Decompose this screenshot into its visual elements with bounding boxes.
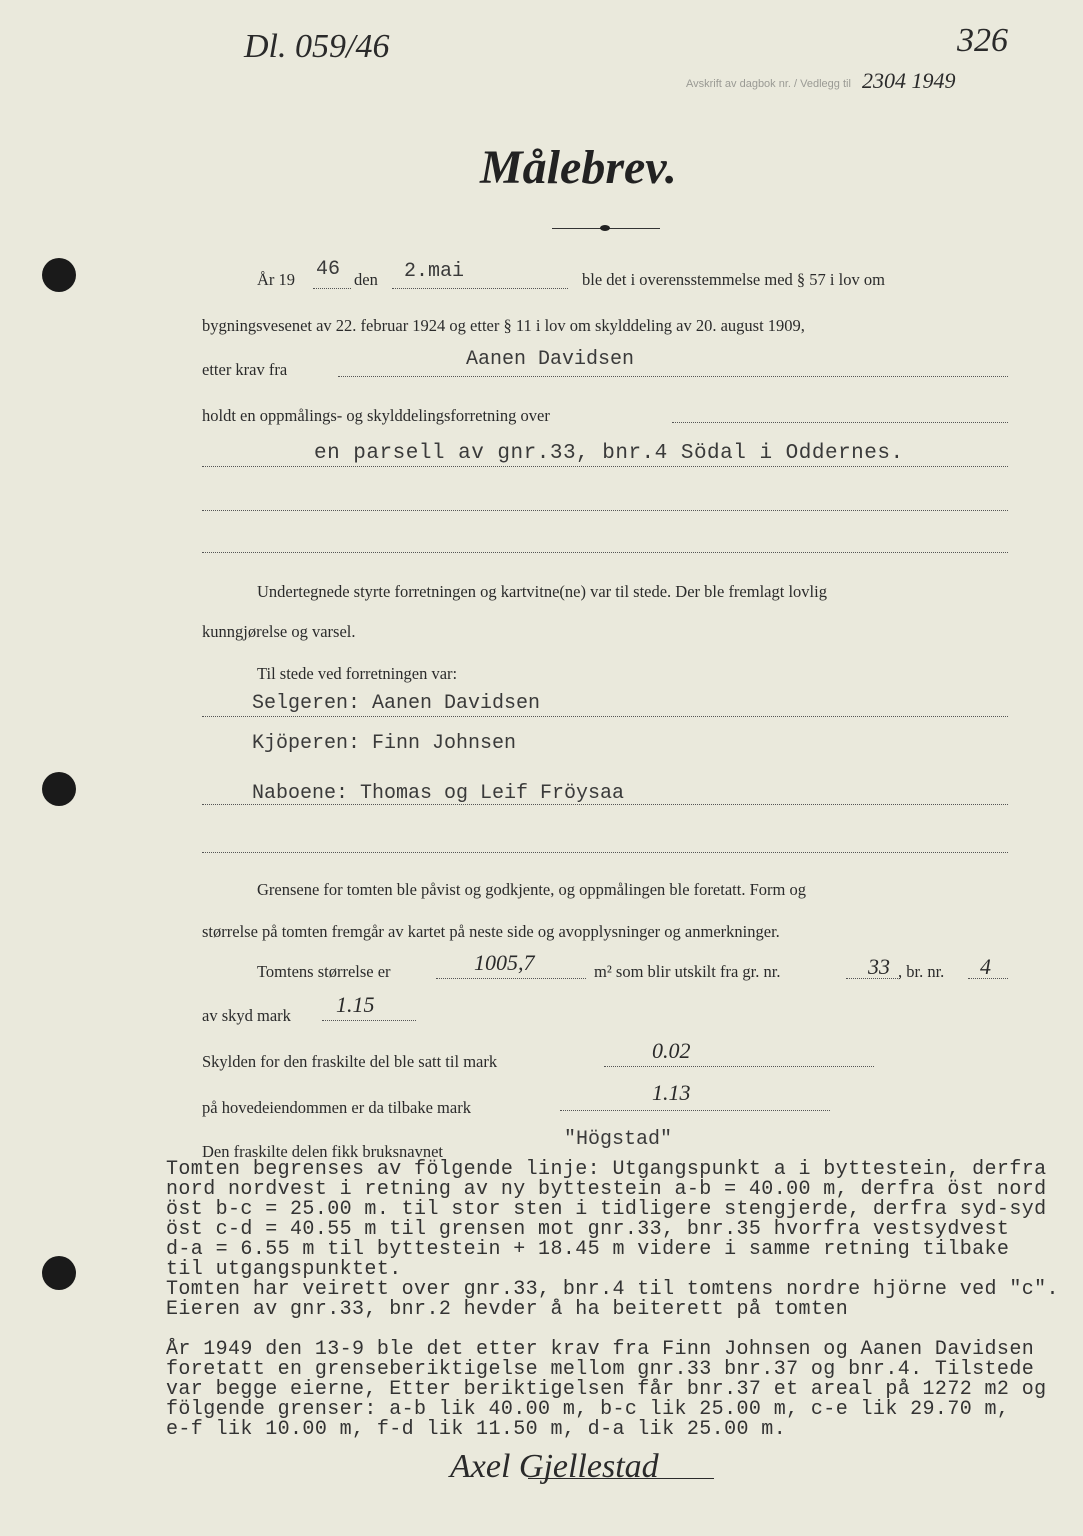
held-dots [672, 422, 1008, 423]
correction-text-line: var begge eierne, Etter beriktigelsen får bnr.37 et areal på 1272 m2 og [166, 1378, 1047, 1401]
title-ornament-dot [600, 225, 610, 231]
para2-line2: kunngjørelse og varsel. [202, 622, 356, 641]
correction-text-line: fölgende grenser: a-b lik 40.00 m, b-c lik 25.00 m, c-e lik 29.70 m, [166, 1398, 1010, 1421]
reference-number: Dl. 059/46 [244, 28, 390, 65]
correction-text-line: foretatt en grenseberiktigelse mellom gnr.33 bnr.37 og bnr.4. Tilstede [166, 1358, 1035, 1381]
date-value: 2.mai [404, 260, 465, 283]
seller-line: Selgeren: Aanen Davidsen [252, 692, 541, 715]
signature: Axel Gjellestad [450, 1448, 659, 1485]
ar-prefix: År 19 [257, 270, 296, 289]
neighbours-line: Naboene: Thomas og Leif Fröysaa [252, 782, 625, 805]
requester-name: Aanen Davidsen [466, 348, 635, 371]
den-label: den [354, 270, 378, 289]
correction-text-line: År 1949 den 13-9 ble det etter krav fra Finn Johnsen og Aanen Davidsen [166, 1338, 1035, 1361]
description-text-line: Tomten har veirett over gnr.33, bnr.4 til tomtens nordre hjörne ved "c". [166, 1278, 1059, 1301]
hoved-value: 1.13 [652, 1080, 691, 1105]
boundary-description [166, 1160, 1059, 1320]
size-dots [436, 978, 586, 979]
signature-underline [528, 1478, 714, 1479]
skyld-dots [322, 1020, 416, 1021]
description-text-line: d-a = 6.55 m til byttestein + 18.45 m videre i samme retning tilbake [166, 1238, 1010, 1261]
blank-dots-2 [202, 552, 1008, 553]
parcel-description: en parsell av gnr.33, bnr.4 Södal i Oddernes. [314, 442, 904, 465]
punch-hole-top [42, 258, 76, 292]
intro-line2: bygningsvesenet av 22. februar 1924 og etter § 11 i lov om skylddeling av 20. august 1909, [202, 316, 805, 335]
intro-line1-rest: ble det i overensstemmelse med § 57 i lov om [582, 270, 885, 289]
etter-krav-label: etter krav fra [202, 360, 288, 379]
year-suffix: 46 [316, 258, 341, 281]
bnr-label: , br. nr. [898, 962, 945, 981]
hoved-label: på hovedeiendommen er da tilbake mark [202, 1098, 471, 1117]
document-title: Målebrev. [480, 141, 677, 194]
para3-line1: Grensene for tomten ble påvist og godkjente, og oppmålingen ble foretatt. Form og [257, 880, 806, 899]
description-text-line: Tomten begrenses av fölgende linje: Utgangspunkt a i byttestein, derfra [166, 1158, 1047, 1181]
stamp-text: Avskrift av dagbok nr. / Vedlegg til [686, 78, 851, 90]
description-text-line: nord nordvest i retning av ny byttestein a-b = 40.00 m, derfra öst nord [166, 1178, 1047, 1201]
size-value: 1005,7 [474, 950, 535, 975]
date-dots [392, 288, 568, 289]
description-text-line: Eieren av gnr.33, bnr.2 hevder å ha beiterett på tomten [166, 1298, 849, 1321]
year-dots [313, 288, 351, 289]
parcel-dots [202, 466, 1008, 467]
description-text-line: til utgangspunktet. [166, 1258, 402, 1281]
punch-hole-middle [42, 772, 76, 806]
fraskilt-label: Skylden for den fraskilte del ble satt til mark [202, 1052, 498, 1071]
fraskilt-value: 0.02 [652, 1038, 691, 1063]
gnr-value: 33 [868, 954, 890, 979]
bruksnavn-value: "Högstad" [564, 1128, 673, 1151]
description-text-line: öst b-c = 25.00 m. til stor sten i tidligere stengjerde, derfra syd-syd [166, 1198, 1047, 1221]
correction-text-line: e-f lik 10.00 m, f-d lik 11.50 m, d-a lik 25.00 m. [166, 1418, 787, 1441]
size-label: Tomtens størrelse er [257, 962, 391, 981]
skyld-label: av skyd mark [202, 1006, 291, 1025]
boundary-correction [166, 1340, 1047, 1440]
punch-hole-bottom [42, 1256, 76, 1290]
seller-dots [202, 716, 1008, 717]
skyld-value: 1.15 [336, 992, 375, 1017]
stamp-date: 2304 1949 [862, 68, 956, 93]
requester-dots [338, 376, 1008, 377]
hoved-dots [560, 1110, 830, 1111]
bruksnavn-label: Den fraskilte delen fikk bruksnavnet [202, 1142, 444, 1161]
para3-line2: størrelse på tomten fremgår av kartet på neste side og avopplysninger og anmerkninger. [202, 922, 780, 941]
held-label: holdt en oppmålings- og skylddelingsforretning over [202, 406, 550, 425]
bnr-value: 4 [980, 954, 991, 979]
blank-dots-3 [202, 852, 1008, 853]
para2-line1: Undertegnede styrte forretningen og kartvitne(ne) var til stede. Der ble fremlagt lovlig [257, 582, 827, 601]
fraskilt-dots [604, 1066, 874, 1067]
size-unit-label: m² som blir utskilt fra gr. nr. [594, 962, 781, 981]
page-number: 326 [957, 22, 1008, 59]
blank-dots-1 [202, 510, 1008, 511]
description-text-line: öst c-d = 40.55 m til grensen mot gnr.33, bnr.35 hvorfra vestsydvest [166, 1218, 1010, 1241]
buyer-line: Kjöperen: Finn Johnsen [252, 732, 517, 755]
present-label: Til stede ved forretningen var: [257, 664, 458, 683]
